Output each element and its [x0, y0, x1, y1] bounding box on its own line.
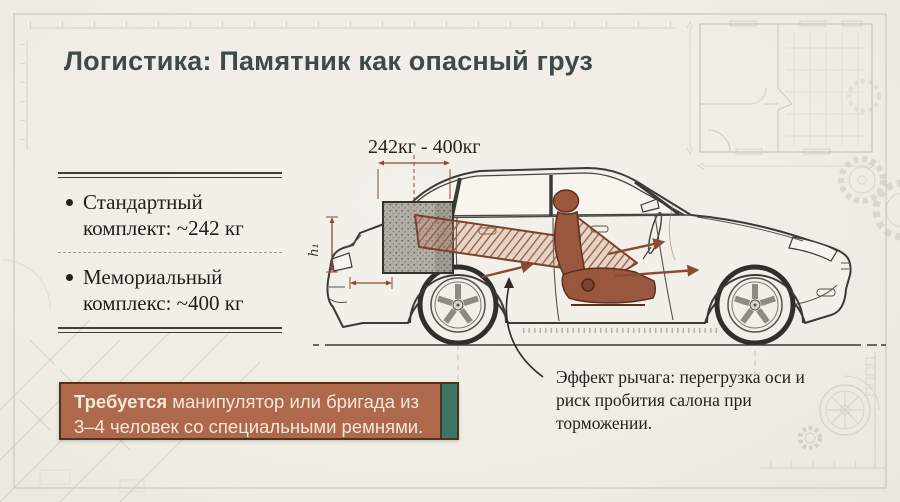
bullet-dot: [66, 274, 73, 281]
banner-bold-text: Требуется: [74, 391, 168, 412]
lever-effect-annotation: Эффект рычага: перегрузка оси и риск пробития салона при торможении.: [556, 367, 805, 433]
height-dimension-label: h₁: [307, 243, 322, 257]
bullet-dot: [66, 199, 73, 206]
weights-list: [58, 172, 282, 333]
list-item-standard: [58, 178, 282, 252]
list-item-text: Мемориальный комплекс: ~400 кг: [83, 265, 244, 316]
list-bottom-rule: [58, 327, 282, 333]
banner-rest-text: манипулятор или бригада из 3–4 человек со специальными ремнями.: [74, 391, 424, 437]
floor-plan-drawing: [687, 21, 874, 169]
requirement-banner: [59, 382, 459, 440]
banner-text: [61, 384, 440, 438]
list-item-text: Стандартный комплект: ~242 кг: [83, 190, 244, 241]
page-title: Логистика: Памятник как опасный груз: [64, 46, 593, 76]
banner-accent-strip: [440, 384, 457, 438]
list-item-memorial: [58, 253, 282, 327]
weight-range-label: 242кг - 400кг: [368, 136, 481, 158]
